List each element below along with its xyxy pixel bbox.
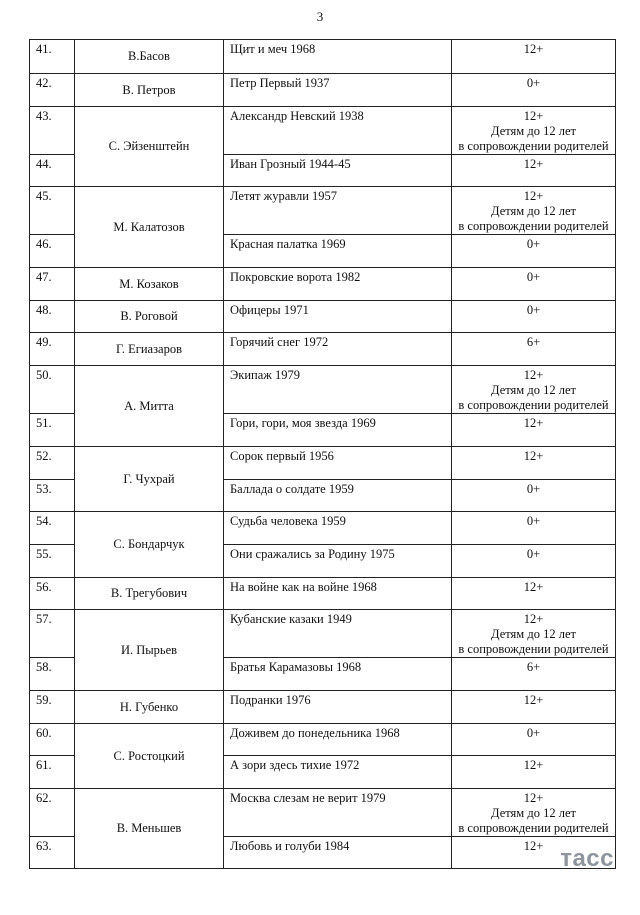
age-rating-cell [452, 40, 616, 74]
director-name: В. Петров [75, 74, 224, 107]
table-row [30, 187, 616, 235]
age-rating-cell [452, 545, 616, 578]
film-number: 43. [30, 107, 75, 155]
film-number: 63. [30, 837, 75, 869]
age-note: Детям до 12 лет [491, 204, 576, 218]
age-rating-cell [452, 268, 616, 301]
director-name: Н. Губенко [75, 691, 224, 724]
age-rating-cell [452, 74, 616, 107]
film-title: Горячий снег 1972 [224, 333, 452, 366]
film-title: Они сражались за Родину 1975 [224, 545, 452, 578]
age-rating-cell [452, 366, 616, 414]
table-row [30, 74, 616, 107]
film-number: 53. [30, 480, 75, 512]
age-rating: 0+ [526, 726, 541, 740]
director-name: С. Бондарчук [75, 512, 224, 578]
table-row [30, 578, 616, 610]
film-number: 46. [30, 235, 75, 268]
age-rating-cell [452, 235, 616, 268]
director-name: Г. Егиазаров [75, 333, 224, 366]
director-name: С. Ростоцкий [75, 724, 224, 789]
age-rating: 12+ [523, 693, 544, 707]
film-title: Петр Первый 1937 [224, 74, 452, 107]
age-rating: 6+ [526, 335, 541, 349]
film-title: Судьба человека 1959 [224, 512, 452, 545]
age-rating-cell [452, 691, 616, 724]
film-number: 51. [30, 414, 75, 447]
age-rating-cell [452, 187, 616, 235]
film-title: Щит и меч 1968 [224, 40, 452, 74]
age-note: Детям до 12 лет [491, 806, 576, 820]
film-number: 60. [30, 724, 75, 756]
age-rating-cell [452, 610, 616, 658]
film-number: 52. [30, 447, 75, 480]
film-title: На войне как на войне 1968 [224, 578, 452, 610]
age-rating-cell [452, 578, 616, 610]
age-note: в сопровождении родителей [458, 821, 609, 835]
director-name: В. Меньшев [75, 789, 224, 869]
film-number: 41. [30, 40, 75, 74]
director-name: М. Калатозов [75, 187, 224, 268]
age-rating-cell [452, 447, 616, 480]
film-title: Офицеры 1971 [224, 301, 452, 333]
film-title: Экипаж 1979 [224, 366, 452, 414]
film-number: 58. [30, 658, 75, 691]
director-name: В. Роговой [75, 301, 224, 333]
film-number: 47. [30, 268, 75, 301]
film-number: 49. [30, 333, 75, 366]
director-name: С. Эйзенштейн [75, 107, 224, 187]
film-number: 45. [30, 187, 75, 235]
age-rating: 0+ [526, 547, 541, 561]
age-rating-cell [452, 414, 616, 447]
age-rating-cell [452, 512, 616, 545]
film-title: Покровские ворота 1982 [224, 268, 452, 301]
film-title: Любовь и голуби 1984 [224, 837, 452, 869]
table-row [30, 447, 616, 480]
film-number: 57. [30, 610, 75, 658]
table-row [30, 40, 616, 74]
film-title: Летят журавли 1957 [224, 187, 452, 235]
films-table-body [30, 40, 616, 869]
age-rating: 0+ [526, 76, 541, 90]
director-name: М. Козаков [75, 268, 224, 301]
age-rating-cell [452, 301, 616, 333]
age-rating: 12+ [523, 791, 544, 805]
film-title: Братья Карамазовы 1968 [224, 658, 452, 691]
tass-watermark: тасс [560, 845, 614, 872]
age-rating: 12+ [523, 839, 544, 853]
director-name: Г. Чухрай [75, 447, 224, 512]
age-note: в сопровождении родителей [458, 642, 609, 656]
film-number: 48. [30, 301, 75, 333]
age-rating: 0+ [526, 237, 541, 251]
table-row [30, 268, 616, 301]
film-number: 50. [30, 366, 75, 414]
age-note: Детям до 12 лет [491, 124, 576, 138]
page-number: 3 [316, 9, 324, 24]
director-name: А. Митта [75, 366, 224, 447]
table-row [30, 333, 616, 366]
films-table [29, 39, 616, 869]
film-title: Баллада о солдате 1959 [224, 480, 452, 512]
age-note: Детям до 12 лет [491, 383, 576, 397]
director-name: В.Басов [75, 40, 224, 74]
film-title: Москва слезам не верит 1979 [224, 789, 452, 837]
age-rating: 12+ [523, 449, 544, 463]
director-name: В. Трегубович [75, 578, 224, 610]
age-note: в сопровождении родителей [458, 219, 609, 233]
age-rating-cell [452, 155, 616, 187]
age-rating: 6+ [526, 660, 541, 674]
age-rating: 0+ [526, 514, 541, 528]
film-title: Подранки 1976 [224, 691, 452, 724]
age-rating-cell [452, 724, 616, 756]
age-note: в сопровождении родителей [458, 398, 609, 412]
age-rating-cell [452, 756, 616, 789]
film-number: 44. [30, 155, 75, 187]
film-title: Доживем до понедельника 1968 [224, 724, 452, 756]
table-row [30, 789, 616, 837]
table-row [30, 691, 616, 724]
age-rating-cell [452, 789, 616, 837]
table-row [30, 301, 616, 333]
age-rating: 0+ [526, 303, 541, 317]
film-title: Гори, гори, моя звезда 1969 [224, 414, 452, 447]
film-title: Сорок первый 1956 [224, 447, 452, 480]
age-rating: 12+ [523, 157, 544, 171]
director-name: И. Пырьев [75, 610, 224, 691]
age-rating: 0+ [526, 270, 541, 284]
film-title: Иван Грозный 1944-45 [224, 155, 452, 187]
film-title: Александр Невский 1938 [224, 107, 452, 155]
age-rating: 12+ [523, 42, 544, 56]
film-number: 55. [30, 545, 75, 578]
film-title: Кубанские казаки 1949 [224, 610, 452, 658]
age-rating: 12+ [523, 580, 544, 594]
film-number: 56. [30, 578, 75, 610]
age-rating-cell [452, 480, 616, 512]
table-row [30, 107, 616, 155]
table-row [30, 724, 616, 756]
film-number: 61. [30, 756, 75, 789]
age-rating: 12+ [523, 758, 544, 772]
age-rating: 12+ [523, 109, 544, 123]
film-number: 59. [30, 691, 75, 724]
film-title: А зори здесь тихие 1972 [224, 756, 452, 789]
table-row [30, 512, 616, 545]
age-rating: 12+ [523, 612, 544, 626]
age-rating-cell [452, 658, 616, 691]
age-rating: 12+ [523, 416, 544, 430]
film-number: 54. [30, 512, 75, 545]
age-note: Детям до 12 лет [491, 627, 576, 641]
film-number: 62. [30, 789, 75, 837]
age-rating: 12+ [523, 189, 544, 203]
age-rating: 12+ [523, 368, 544, 382]
table-row [30, 366, 616, 414]
age-note: в сопровождении родителей [458, 139, 609, 153]
age-rating: 0+ [526, 482, 541, 496]
film-number: 42. [30, 74, 75, 107]
film-title: Красная палатка 1969 [224, 235, 452, 268]
age-rating-cell [452, 107, 616, 155]
age-rating-cell [452, 333, 616, 366]
table-row [30, 610, 616, 658]
